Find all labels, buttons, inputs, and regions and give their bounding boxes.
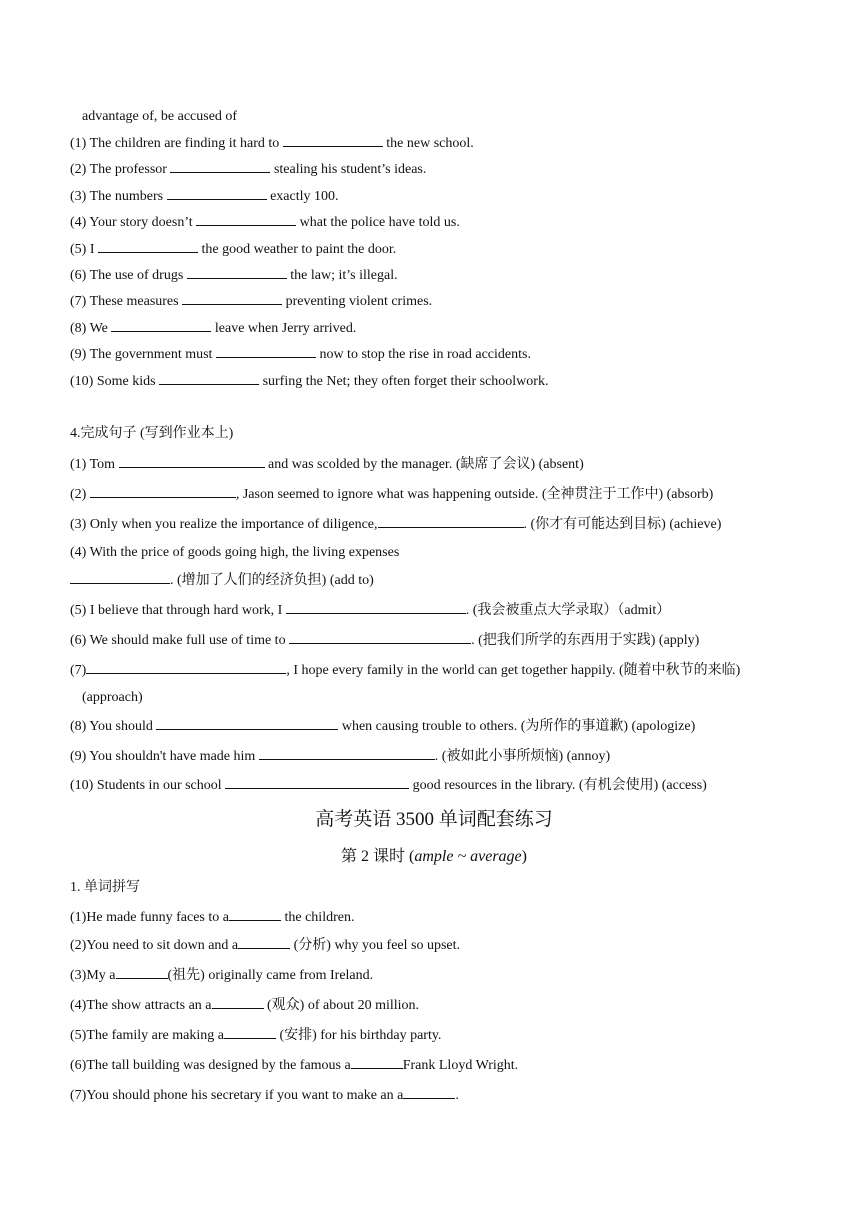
exercise-sentence: (5)The family are making a (安排) for his birthday party. bbox=[70, 1028, 442, 1043]
answer-blank[interactable] bbox=[196, 213, 296, 226]
exercise-sentence: (2)You need to sit down and a (分析) why you feel so upset. bbox=[70, 938, 461, 953]
exercise-sentence-continued: . (增加了人们的经济负担) (add to) bbox=[70, 571, 374, 590]
answer-blank[interactable] bbox=[351, 1056, 403, 1069]
exercise-sentence: (3) The numbers exactly 100. bbox=[70, 189, 339, 204]
exercise-sentence: (9) The government must now to stop the rise in road accidents. bbox=[70, 347, 531, 362]
answer-blank[interactable] bbox=[119, 455, 265, 468]
answer-blank[interactable] bbox=[212, 996, 264, 1009]
answer-blank[interactable] bbox=[259, 747, 435, 760]
exercise-sentence: (10) Some kids surfing the Net; they often forget their schoolwork. bbox=[70, 374, 549, 389]
word-list: advantage of, be accused of bbox=[82, 109, 238, 124]
exercise-sentence: (5) I the good weather to paint the door. bbox=[70, 242, 397, 257]
answer-blank[interactable] bbox=[229, 908, 281, 921]
exercise-sentence: (6) We should make full use of time to . (把我们所学的东西用于实践) (apply) bbox=[70, 633, 700, 648]
exercise-sentence: (4)The show attracts an a (观众) of about 20 million. bbox=[70, 998, 420, 1013]
answer-blank[interactable] bbox=[156, 717, 338, 730]
exercise-sentence: (7)You should phone his secretary if you want to make an a . bbox=[70, 1088, 459, 1103]
answer-blank[interactable] bbox=[283, 134, 383, 147]
exercise-sentence: (6)The tall building was designed by the famous a Frank Lloyd Wright. bbox=[70, 1058, 519, 1073]
exercise-sentence: (1) Tom and was scolded by the manager. (缺席了会议) (absent) bbox=[70, 457, 584, 472]
answer-blank[interactable] bbox=[170, 160, 270, 173]
exercise-sentence: (9) You shouldn't have made him . (被如此小事所烦恼) (annoy) bbox=[70, 749, 611, 764]
exercise-sentence-continued: (approach) bbox=[82, 690, 143, 705]
answer-blank[interactable] bbox=[187, 266, 287, 279]
exercise-sentence: (1)He made funny faces to a the children. bbox=[70, 910, 355, 925]
exercise-sentence: (2) The professor stealing his student’s ideas. bbox=[70, 162, 427, 177]
answer-blank[interactable] bbox=[289, 631, 471, 644]
answer-blank[interactable] bbox=[225, 776, 409, 789]
exercise-sentence: (7) , I hope every family in the world can get together happily. (随着中秋节的来临) bbox=[70, 663, 741, 678]
exercise-sentence: (2) , Jason seemed to ignore what was happening outside. (全神贯注于工作中) (absorb) bbox=[70, 487, 714, 502]
exercise-sentence: (3)My a (祖先) originally came from Ireland. bbox=[70, 968, 374, 983]
exercise-sentence: (3) Only when you realize the importance of diligence, . (你才有可能达到目标) (achieve) bbox=[70, 517, 722, 532]
answer-blank[interactable] bbox=[403, 1086, 455, 1099]
answer-blank[interactable] bbox=[238, 936, 290, 949]
exercise-sentence: (1) The children are finding it hard to the new school. bbox=[70, 136, 474, 151]
answer-blank[interactable] bbox=[86, 661, 286, 674]
lesson-title: 高考英语 3500 单词配套练习 bbox=[315, 809, 553, 830]
answer-blank[interactable] bbox=[90, 485, 236, 498]
answer-blank[interactable] bbox=[167, 187, 267, 200]
exercise-sentence: (6) The use of drugs the law; it’s illegal. bbox=[70, 268, 398, 283]
exercise-sentence: (5) I believe that through hard work, I . (我会被重点大学录取）（admit） bbox=[70, 603, 671, 618]
section-heading: 4.完成句子 (写到作业本上) bbox=[70, 426, 234, 441]
exercise-sentence: (8) We leave when Jerry arrived. bbox=[70, 321, 357, 336]
exercise-sentence: (7) These measures preventing violent crimes. bbox=[70, 294, 433, 309]
exercise-sentence: (4) Your story doesn’t what the police have told us. bbox=[70, 215, 460, 230]
answer-blank[interactable] bbox=[159, 372, 259, 385]
answer-blank[interactable] bbox=[111, 319, 211, 332]
exercise-sentence: (10) Students in our school good resources in the library. (有机会使用) (access) bbox=[70, 778, 707, 793]
answer-blank[interactable] bbox=[70, 571, 170, 584]
answer-blank[interactable] bbox=[286, 601, 466, 614]
answer-blank[interactable] bbox=[116, 966, 168, 979]
section-heading: 1. 单词拼写 bbox=[70, 880, 140, 895]
answer-blank[interactable] bbox=[378, 515, 524, 528]
lesson-subtitle: 第 2 课时 (ample ~ average) bbox=[341, 848, 527, 865]
answer-blank[interactable] bbox=[98, 240, 198, 253]
answer-blank[interactable] bbox=[182, 292, 282, 305]
answer-blank[interactable] bbox=[216, 345, 316, 358]
exercise-sentence: (8) You should when causing trouble to others. (为所作的事道歉) (apologize) bbox=[70, 719, 696, 734]
exercise-sentence: (4) With the price of goods going high, the living expenses bbox=[70, 545, 400, 560]
answer-blank[interactable] bbox=[224, 1026, 276, 1039]
